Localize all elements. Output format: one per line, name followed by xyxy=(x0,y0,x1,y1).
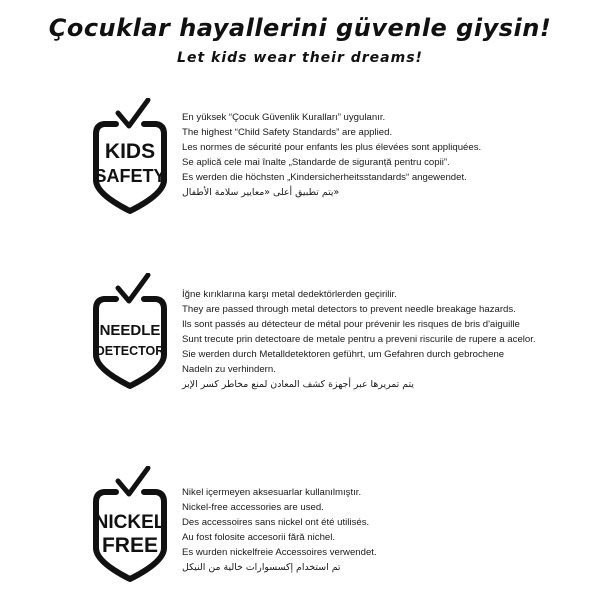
page-title: Çocuklar hayallerini güvenle giysin! xyxy=(48,14,552,42)
text-line-en: Nickel-free accessories are used. xyxy=(182,502,324,513)
text-line-ro: Au fost folosite accesorii fără nichel. xyxy=(182,532,336,543)
badge-line1: KIDS xyxy=(104,140,156,163)
badge-line2: DETECTOR xyxy=(95,344,165,358)
text-line-tr: En yüksek “Çocuk Güvenlik Kuralları” uygulanır. xyxy=(182,112,386,123)
nickel-free-badge xyxy=(90,466,170,586)
badge-line2: FREE xyxy=(101,534,159,557)
checkmark-shield-icon xyxy=(90,98,170,218)
kids-safety-text xyxy=(182,110,562,200)
text-line-fr: Des accessoires sans nickel ont été utilisés. xyxy=(182,517,370,528)
text-line-ar: «يتم تطبيق أعلى «معايير سلامة الأطفال xyxy=(182,187,340,198)
checkmark-shield-icon xyxy=(90,273,170,393)
text-line-ro: Sunt trecute prin detectoare de metale pentru a preveni riscurile de rupere a acelor. xyxy=(182,334,536,345)
badge-line1: NEEDLE xyxy=(99,322,161,339)
text-line-de: Es wurden nickelfreie Accessoires verwendet. xyxy=(182,547,377,558)
needle-detector-text xyxy=(182,287,562,392)
checkmark-shield-icon xyxy=(90,466,170,586)
text-line-en: They are passed through metal detectors to prevent needle breakage hazards. xyxy=(182,304,516,315)
text-line-fr: Les normes de sécurité pour enfants les plus élevées sont appliquées. xyxy=(182,142,482,153)
text-line-ar: يتم تمريرها عبر أجهزة كشف المعادن لمنع مخاطر كسر الإبر xyxy=(182,379,414,390)
text-line-ar: تم استخدام إكسسوارات خالية من النيكل xyxy=(182,562,341,573)
text-line-tr: İğne kırıklarına karşı metal dedektörlerden geçirilir. xyxy=(182,289,397,300)
text-line-ro: Se aplică cele mai înalte „Standarde de siguranță pentru copii”. xyxy=(182,157,450,168)
page-subtitle: Let kids wear their dreams! xyxy=(177,50,423,66)
text-line-fr: Ils sont passés au détecteur de métal pour prévenir les risques de bris d'aiguille xyxy=(182,319,520,330)
nickel-free-text xyxy=(182,485,562,575)
text-line-de: Es werden die höchsten „Kindersicherheitsstandards“ angewendet. xyxy=(182,172,467,183)
needle-detector-badge xyxy=(90,273,170,393)
badge-line1: NICKEL xyxy=(94,512,166,533)
text-line-en: The highest “Child Safety Standards” are applied. xyxy=(182,127,393,138)
kids-safety-badge xyxy=(90,98,170,218)
text-line-tr: Nikel içermeyen aksesuarlar kullanılmıştır. xyxy=(182,487,362,498)
badge-line2: SAFETY xyxy=(94,166,166,186)
text-line-de: Sie werden durch Metalldetektoren geführt, um Gefahren durch gebrochene Nadeln zu verhindern. xyxy=(182,349,505,375)
